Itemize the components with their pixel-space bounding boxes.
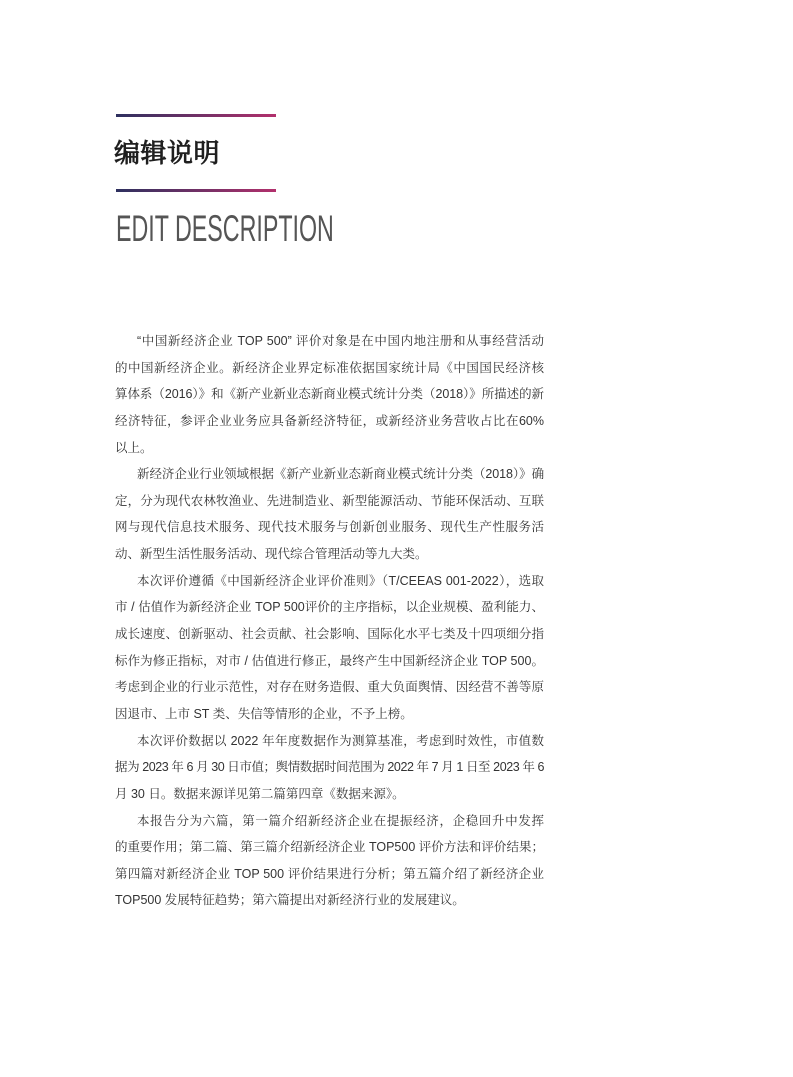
text-line: 网与现代信息技术服务、现代技术服务与创新创业服务、现代生产性服务活 <box>115 520 544 535</box>
text-line: 算体系（2016）》和《新产业新业态新商业模式统计分类（2018）》所描述的新 <box>115 387 544 402</box>
title-bottom-divider <box>116 189 276 192</box>
text-line: 新经济企业行业领域根据《新产业新业态新商业模式统计分类（2018）》确 <box>137 467 544 482</box>
text-line: 以上。 <box>115 440 153 455</box>
text-line: 月 30 日。数据来源详见第二篇第四章《数据来源》。 <box>115 786 405 801</box>
text-line: 的重要作用；第二篇、第三篇介绍新经济企业 TOP500 评价方法和评价结果； <box>115 840 544 855</box>
text-line: 因退市、上市 ST 类、失信等情形的企业，不予上榜。 <box>115 706 413 721</box>
text-line: 动、新型生活性服务活动、现代综合管理活动等九大类。 <box>115 547 428 562</box>
body-text <box>115 328 544 914</box>
body-paragraph <box>115 461 544 568</box>
text-line: 的中国新经济企业。新经济企业界定标准依据国家统计局《中国国民经济核 <box>115 360 544 375</box>
text-line: 定，分为现代农林牧渔业、先进制造业、新型能源活动、节能环保活动、互联 <box>115 493 544 508</box>
text-line: 经济特征，参评企业业务应具备新经济特征，或新经济业务营收占比在60% <box>115 413 544 428</box>
text-line: 本报告分为六篇，第一篇介绍新经济企业在提振经济，企稳回升中发挥 <box>137 813 544 828</box>
text-line: TOP500 发展特征趋势；第六篇提出对新经济行业的发展建议。 <box>115 893 465 908</box>
body-paragraph <box>115 568 544 728</box>
body-paragraph <box>115 328 544 461</box>
page-subtitle: EDIT DESCRIPTION <box>116 208 334 249</box>
body-paragraph <box>115 728 544 808</box>
text-line: “中国新经济企业 TOP 500” 评价对象是在中国内地注册和从事经营活动 <box>137 334 544 348</box>
text-line: 本次评价遵循《中国新经济企业评价准则》（T/CEEAS 001-2022），选取 <box>137 573 544 588</box>
title-top-divider <box>116 114 276 117</box>
text-line: 市 / 估值作为新经济企业 TOP 500评价的主序指标，以企业规模、盈利能力、 <box>115 600 544 615</box>
text-line: 成长速度、创新驱动、社会贡献、社会影响、国际化水平七类及十四项细分指 <box>115 627 544 642</box>
page-title: 编辑说明 <box>114 138 221 168</box>
text-line: 考虑到企业的行业示范性，对存在财务造假、重大负面舆情、因经营不善等原 <box>115 680 544 695</box>
text-line: 第四篇对新经济企业 TOP 500 评价结果进行分析；第五篇介绍了新经济企业 <box>115 866 544 881</box>
text-line: 据为 2023 年 6 月 30 日市值；舆情数据时间范围为 2022 年 7 月 1 日至 2023 年 6 <box>115 760 544 775</box>
text-line: 本次评价数据以 2022 年年度数据作为测算基准，考虑到时效性，市值数 <box>137 733 544 748</box>
text-line: 标作为修正指标，对市 / 估值进行修正，最终产生中国新经济企业 TOP 500。 <box>115 653 544 668</box>
body-paragraph <box>115 808 544 915</box>
